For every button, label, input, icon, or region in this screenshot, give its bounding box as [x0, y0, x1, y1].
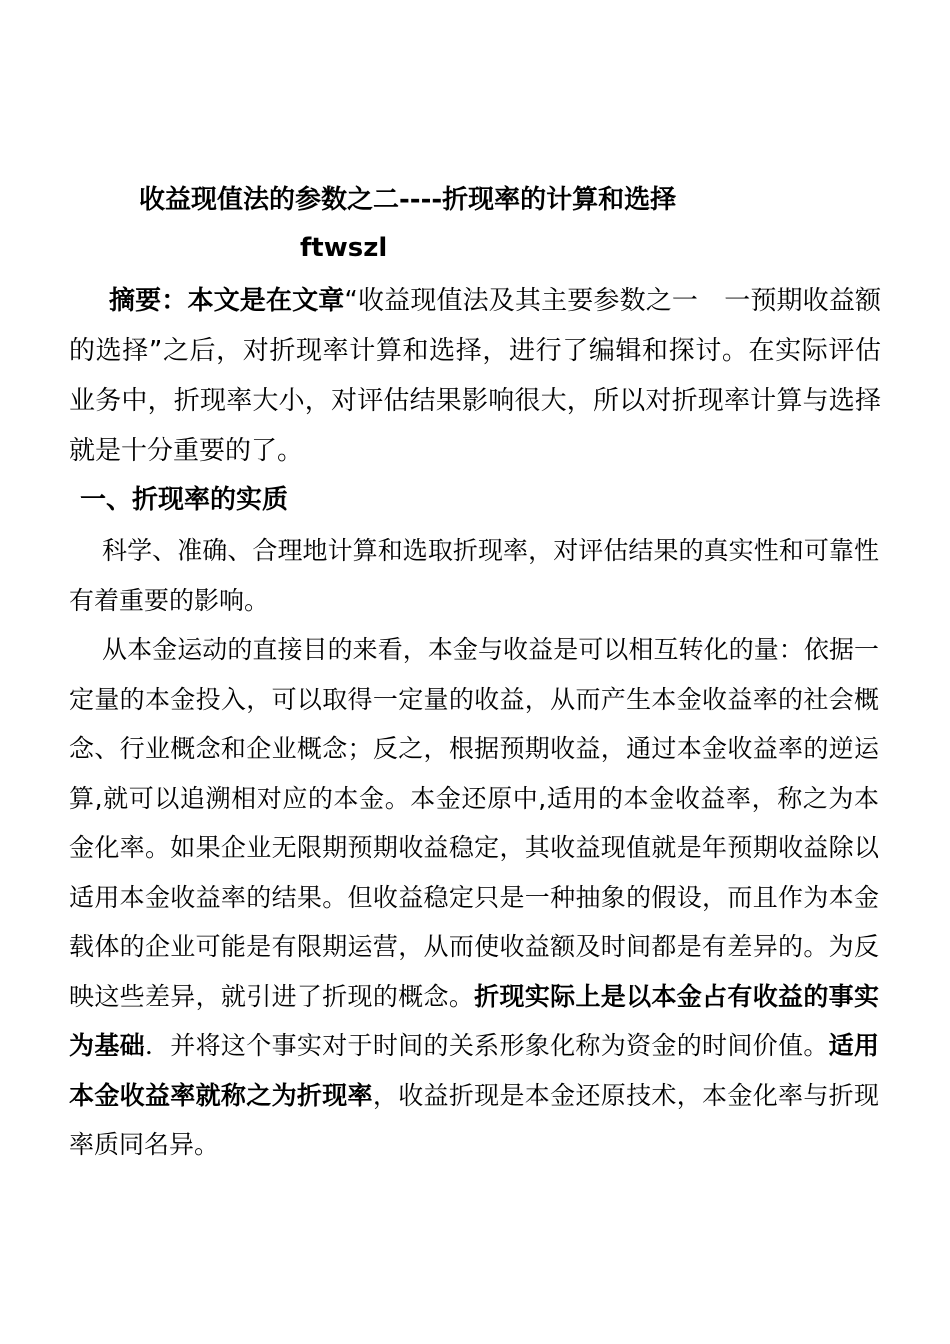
body-paragraph-2 — [69, 625, 879, 1170]
abstract-lead: 摘要：本文是在文章 — [109, 286, 345, 316]
paragraph-text: ．并将这个事实对于时间的关系形象化称为资金的时间价值。 — [144, 1031, 829, 1060]
document-author: ftwszl — [300, 233, 388, 263]
abstract-paragraph — [69, 276, 881, 476]
paragraph-text: ，收益折现是本金还原技术，本金化率与折现率质同名异。 — [69, 1080, 879, 1159]
section-heading: 一、折现率的实质 — [80, 485, 289, 515]
abstract-body: “收益现值法及其主要参数之一 一预期收益额的选择”之后，对折现率计算和选择，进行了编辑和探讨。在实际评估业务中，折现率大小，对评估结果影响很大，所以对折现率计算与选择就是十分重要的了。 — [69, 286, 881, 466]
body-paragraph-1: 科学、准确、合理地计算和选取折现率，对评估结果的真实性和可靠性有着重要的影响。 — [69, 536, 879, 615]
document-title: 收益现值法的参数之二----折现率的计算和选择 — [139, 185, 677, 215]
paragraph-text: 从本金运动的直接目的来看，本金与收益是可以相互转化的量：依据一定量的本金投入，可以取得一定量的收益，从而产生本金收益率的社会概念、行业概念和企业概念；反之，根据预期收益，通过本金收益率的逆运算,就可以追溯相对应的本金。本金还原中,适用的本金收益率，称之为本金化率。如果企业无限期预期收益稳定，其收益现值就是年预期收益除以适用本金收益率的结果。但收益稳定只是一种抽象的假设，而且作为本金载体的企业可能是有限期运营，从而使收益额及时间都是有差异的。为反映这些差异，就引进了折现的概念。 — [69, 635, 879, 1011]
emphasis-text: 折现实际上是以本金占有收益的事实为基础 — [69, 981, 879, 1060]
emphasis-text: 适用本金收益率就称之为折现率 — [69, 1031, 879, 1110]
